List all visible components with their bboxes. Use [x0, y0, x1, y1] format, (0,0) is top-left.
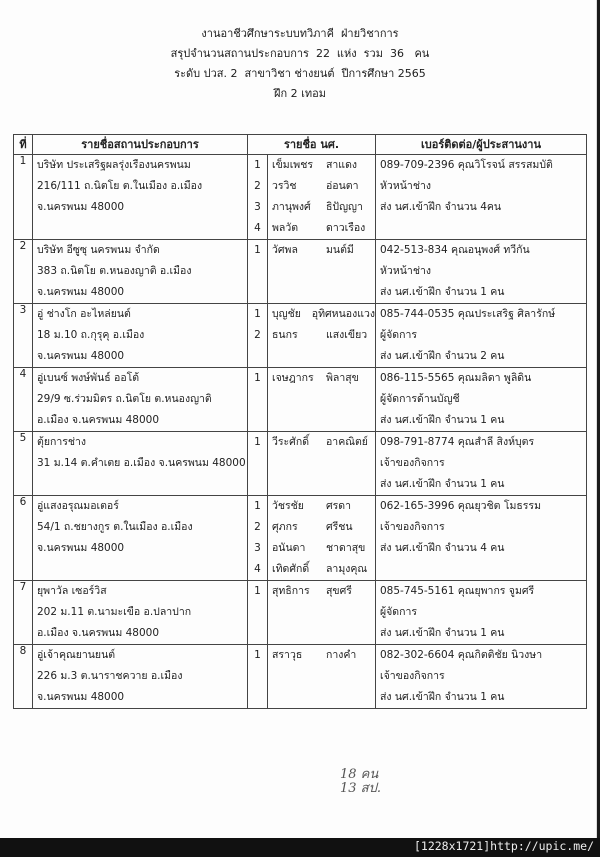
student-number: 1 [254, 500, 261, 512]
row-number: 5 [14, 432, 33, 496]
contact-cell [376, 240, 587, 304]
student-name [268, 176, 375, 197]
contact-cell [376, 432, 587, 496]
table-row [14, 432, 587, 496]
student-first-name: สุทธิการ [272, 585, 310, 597]
student-name [268, 304, 375, 325]
student-name-cell [268, 645, 376, 709]
table-row [14, 581, 587, 645]
company-line: 18 ม.10 ถ.กุรุคุ อ.เมือง [37, 329, 145, 341]
student-name [268, 645, 375, 666]
company-line: อู่ ช่างโก อะไหล่ยนต์ [37, 308, 131, 320]
company-cell [33, 240, 248, 304]
contact-line: หัวหน้าช่าง [380, 180, 431, 192]
student-number: 2 [254, 180, 261, 192]
student-number [248, 474, 267, 495]
company-line: ตุ้ยการช่าง [37, 436, 87, 448]
student-first-name: วีระศักดิ์ [272, 436, 310, 448]
student-number-cell [248, 368, 268, 432]
student-number: 1 [254, 244, 261, 256]
contact-cell [376, 368, 587, 432]
student-number: 2 [254, 521, 261, 533]
student-name [268, 261, 375, 282]
row-number: 8 [14, 645, 33, 709]
student-last-name: ชาดาสุข [326, 542, 366, 554]
company-line: 383 ถ.นิตโย ต.หนองญาติ อ.เมือง [37, 265, 192, 277]
student-last-name: ลามุงคุณ [326, 563, 368, 575]
contact-line: เจ้าของกิจการ [380, 670, 445, 682]
contact-line: 089-709-2396 คุณวิโรจน์ สรรสมบัติ [380, 159, 553, 171]
company-cell [33, 155, 248, 240]
student-name-cell [268, 368, 376, 432]
student-name [268, 687, 375, 708]
student-number [248, 453, 267, 474]
student-name [268, 368, 375, 389]
contact-line: ส่ง นศ.เข้าฝึก จำนวน 1 คน [380, 414, 505, 426]
company-line: จ.นครพนม 48000 [37, 691, 125, 703]
student-last-name: ศรีชน [326, 521, 353, 533]
contact-line: 082-302-6604 คุณกิตติชัย นิวงษา [380, 649, 543, 661]
student-name [268, 410, 375, 431]
company-line: 202 ม.11 ต.นามะเขือ อ.ปลาปาก [37, 606, 192, 618]
student-name [268, 559, 375, 580]
contact-line: 085-745-5161 คุณยุพากร จูมศรี [380, 585, 535, 597]
student-number: 2 [254, 329, 261, 341]
internship-table [13, 134, 587, 709]
student-last-name: อ่อนตา [326, 180, 359, 192]
company-line: 226 ม.3 ต.นาราชควาย อ.เมือง [37, 670, 183, 682]
contact-line: 062-165-3996 คุณยุวชิต โมธรรม [380, 500, 541, 512]
student-last-name: สาแดง [326, 159, 358, 171]
row-number: 3 [14, 304, 33, 368]
company-line: อ.เมือง จ.นครพนม 48000 [37, 414, 160, 426]
company-line [33, 474, 247, 495]
contact-line: ผู้จัดการ [380, 329, 418, 341]
company-line: 54/1 ถ.ชยางกูร ต.ในเมือง อ.เมือง [37, 521, 193, 533]
row-number: 4 [14, 368, 33, 432]
contact-line: ผู้จัดการด้านบัญชี [380, 393, 460, 405]
company-line [33, 218, 247, 239]
handwritten-line-2: 13 สป. [340, 781, 381, 796]
contact-line: 085-744-0535 คุณประเสริฐ ศิลารักษ์ [380, 308, 556, 320]
company-line: จ.นครพนม 48000 [37, 286, 125, 298]
student-first-name: ศุภกร [272, 521, 298, 533]
company-cell [33, 432, 248, 496]
student-name [268, 517, 375, 538]
company-line: จ.นครพนม 48000 [37, 350, 125, 362]
student-number [248, 623, 267, 644]
contact-line: 042-513-834 คุณอนุพงศ์ ทวีกัน [380, 244, 530, 256]
student-number-cell [248, 240, 268, 304]
company-cell [33, 581, 248, 645]
student-name-cell [268, 240, 376, 304]
student-first-name: เข็มเพชร [272, 159, 313, 171]
contact-line: 098-791-8774 คุณสำลี สิงห์บุตร [380, 436, 535, 448]
student-name [268, 240, 375, 261]
contact-line: ส่ง นศ.เข้าฝึก จำนวน 1 คน [380, 627, 505, 639]
student-first-name: พลวัต [272, 222, 299, 234]
student-name [268, 389, 375, 410]
header-line-2: สรุปจำนวนสถานประกอบการ 22 แห่ง รวม 36 คน [170, 47, 430, 60]
student-first-name: สราวุธ [272, 649, 303, 661]
header-no: ที่ [14, 135, 33, 155]
student-last-name: สุขศรี [326, 585, 352, 597]
student-first-name: วัศพล [272, 244, 298, 256]
student-number: 1 [254, 649, 261, 661]
contact-cell [376, 304, 587, 368]
company-line: 29/9 ซ.ร่วมมิตร ถ.นิตโย ต.หนองญาติ [37, 393, 212, 405]
student-name [268, 282, 375, 303]
table-row [14, 645, 587, 709]
contact-line [376, 559, 586, 580]
student-name-cell [268, 496, 376, 581]
student-name [268, 474, 375, 495]
student-last-name: พิลาสุข [326, 372, 359, 384]
student-first-name: ภานุพงศ์ [272, 201, 311, 213]
student-last-name: ศรดา [326, 500, 352, 512]
handwritten-note [340, 768, 381, 796]
company-cell [33, 645, 248, 709]
student-last-name: ดาวเรือง [326, 222, 366, 234]
student-number: 1 [254, 585, 261, 597]
row-number: 1 [14, 155, 33, 240]
student-name [268, 197, 375, 218]
contact-line: ส่ง นศ.เข้าฝึก จำนวน 1 คน [380, 691, 505, 703]
student-number: 3 [254, 542, 261, 554]
company-cell [33, 368, 248, 432]
handwritten-line-1: 18 คน [340, 767, 379, 782]
contact-line: ส่ง นศ.เข้าฝึก จำนวน 2 คน [380, 350, 505, 362]
row-number: 7 [14, 581, 33, 645]
table-row [14, 155, 587, 240]
student-number-cell [248, 645, 268, 709]
header-line-3: ระดับ ปวส. 2 สาขาวิชา ช่างยนต์ ปีการศึกษา 2565 [174, 67, 426, 80]
student-first-name: ธนกร [272, 329, 298, 341]
student-name [268, 496, 375, 517]
contact-line: ผู้จัดการ [380, 606, 418, 618]
watermark-text: [1228x1721]http://upic.me/ [413, 839, 594, 853]
student-first-name: เจษฎากร [272, 372, 314, 384]
row-number: 6 [14, 496, 33, 581]
company-cell [33, 304, 248, 368]
student-name [268, 581, 375, 602]
student-number [248, 346, 267, 367]
student-number-cell [248, 304, 268, 368]
student-number: 4 [254, 222, 261, 234]
company-line: 31 ม.14 ต.คำเตย อ.เมือง จ.นครพนม 48000 [37, 457, 246, 469]
contact-line: หัวหน้าช่าง [380, 265, 431, 277]
student-name-cell [268, 304, 376, 368]
student-name [268, 346, 375, 367]
student-number-cell [248, 155, 268, 240]
student-number-cell [248, 432, 268, 496]
company-line: จ.นครพนม 48000 [37, 201, 125, 213]
contact-line: เจ้าของกิจการ [380, 457, 445, 469]
student-number [248, 389, 267, 410]
student-first-name: วัชรชัย [272, 500, 304, 512]
header-company: รายชื่อสถานประกอบการ [33, 135, 248, 155]
student-first-name: เทิดศักดิ์ [272, 563, 310, 575]
student-name-cell [268, 581, 376, 645]
student-number [248, 261, 267, 282]
student-first-name: วรวิช [272, 180, 297, 192]
student-last-name: แสงเขียว [326, 329, 368, 341]
student-number-cell [248, 496, 268, 581]
student-number [248, 602, 267, 623]
student-name [268, 325, 375, 346]
contact-line [376, 218, 586, 239]
student-number-cell [248, 581, 268, 645]
student-number [248, 410, 267, 431]
header-students: รายชื่อ นศ. [248, 135, 376, 155]
student-number [248, 666, 267, 687]
company-line: บริษัท อีซูซุ นครพนม จำกัด [37, 244, 160, 256]
contact-line: 086-115-5565 คุณมลิดา พูลิดิน [380, 372, 532, 384]
student-last-name: อาคณิตย์ [326, 436, 368, 448]
contact-cell [376, 645, 587, 709]
student-last-name: กางคำ [326, 649, 357, 661]
student-name-cell [268, 155, 376, 240]
contact-line: ส่ง นศ.เข้าฝึก จำนวน 4 คน [380, 542, 505, 554]
header-line-1: งานอาชีวศึกษาระบบทวิภาคี ฝ่ายวิชาการ [201, 27, 399, 40]
student-name [268, 666, 375, 687]
student-name [268, 155, 375, 176]
table-row [14, 368, 587, 432]
contact-cell [376, 155, 587, 240]
contact-line: ส่ง นศ.เข้าฝึก จำนวน 4คน [380, 201, 502, 213]
student-name-cell [268, 432, 376, 496]
watermark-bar [0, 838, 600, 857]
contact-cell [376, 496, 587, 581]
student-first-name: อนันดา [272, 542, 306, 554]
student-name [268, 218, 375, 239]
table-row [14, 496, 587, 581]
student-number: 1 [254, 159, 261, 171]
company-line: ยุพาวัล เซอร์วิส [37, 585, 107, 597]
student-last-name: อุทิศหนองแวง [311, 308, 375, 320]
contact-line: ส่ง นศ.เข้าฝึก จำนวน 1 คน [380, 478, 505, 490]
contact-line: เจ้าของกิจการ [380, 521, 445, 533]
company-line: บริษัท ประเสริฐผลรุ่งเรืองนครพนม [37, 159, 191, 171]
contact-line: ส่ง นศ.เข้าฝึก จำนวน 1 คน [380, 286, 505, 298]
student-number: 1 [254, 436, 261, 448]
student-name [268, 602, 375, 623]
company-line: จ.นครพนม 48000 [37, 542, 125, 554]
company-line: อ.เมือง จ.นครพนม 48000 [37, 627, 160, 639]
student-number: 3 [254, 201, 261, 213]
contact-cell [376, 581, 587, 645]
student-number [248, 687, 267, 708]
student-number [248, 282, 267, 303]
company-line [33, 559, 247, 580]
student-last-name: ธิปัญญา [326, 201, 363, 213]
student-name [268, 432, 375, 453]
company-line: อู่เบนซ์ พงษ์พันธ์ ออโต้ [37, 372, 140, 384]
company-cell [33, 496, 248, 581]
student-name [268, 623, 375, 644]
company-line: อู่เจ้าคุณยานยนต์ [37, 649, 116, 661]
document-header [0, 24, 600, 104]
header-contact: เบอร์ติดต่อ/ผู้ประสานงาน [376, 135, 587, 155]
student-number: 4 [254, 563, 261, 575]
table-row [14, 304, 587, 368]
table-header-row [14, 135, 587, 155]
row-number: 2 [14, 240, 33, 304]
company-line: อู่แสงอรุณมอเตอร์ [37, 500, 119, 512]
student-number: 1 [254, 308, 261, 320]
student-name [268, 538, 375, 559]
table-row [14, 240, 587, 304]
header-line-4: ฝึก 2 เทอม [274, 87, 326, 100]
company-line: 216/111 ถ.นิตโย ต.ในเมือง อ.เมือง [37, 180, 203, 192]
student-first-name: บุญชัย [272, 308, 301, 320]
student-number: 1 [254, 372, 261, 384]
student-name [268, 453, 375, 474]
student-last-name: มนต์มี [326, 244, 354, 256]
